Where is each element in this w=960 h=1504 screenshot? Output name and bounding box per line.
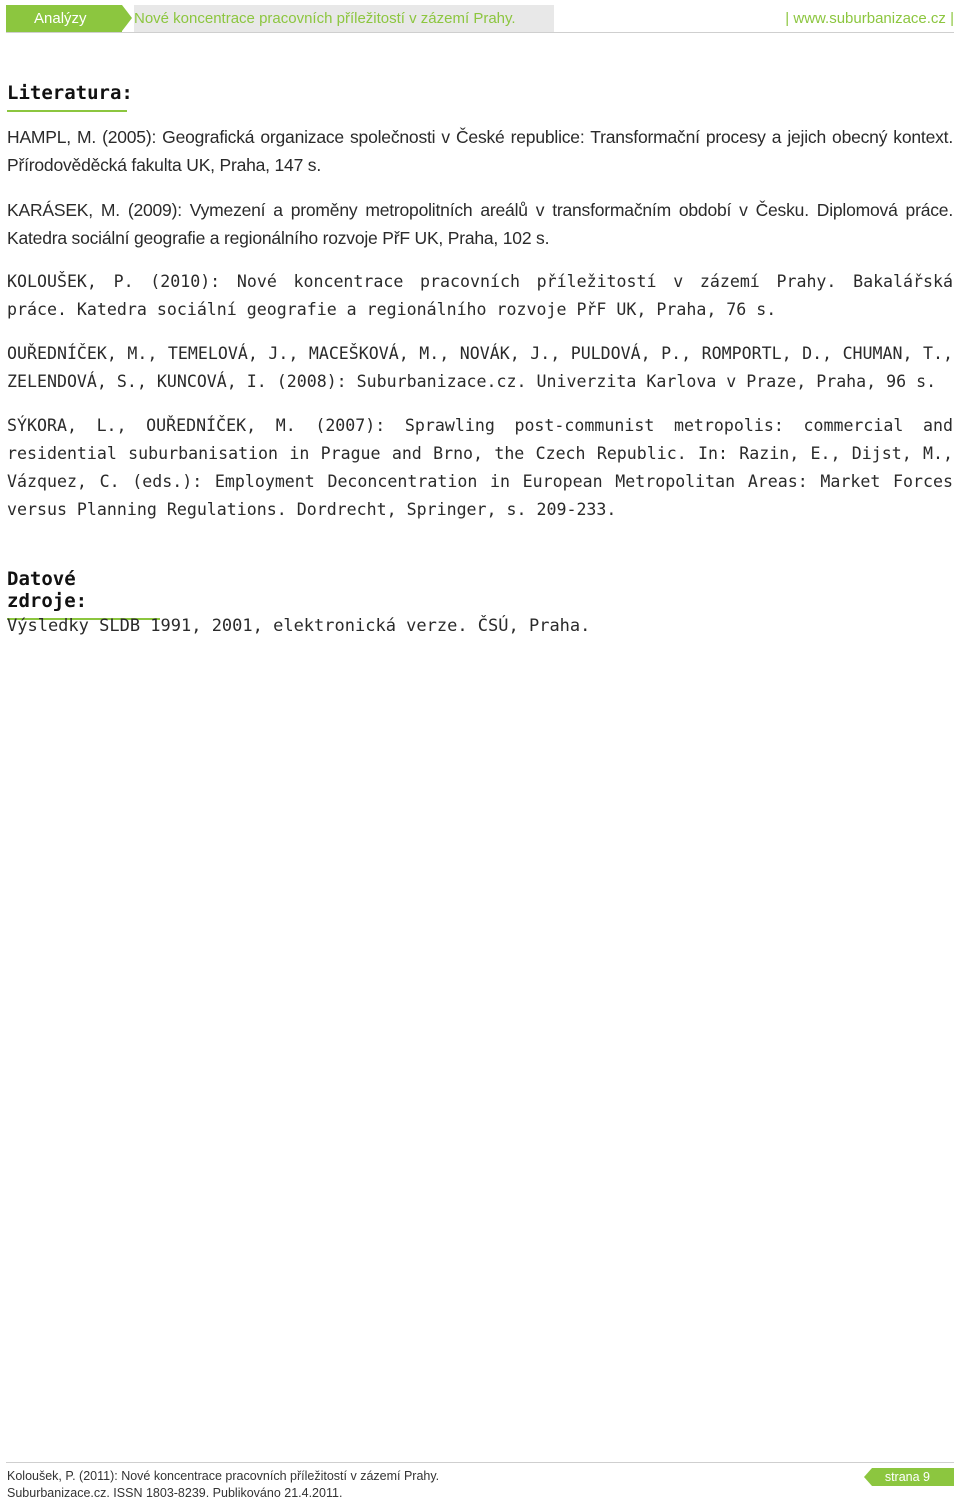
footer-citation-line: Suburbanizace.cz. ISSN 1803-8239. Publikováno 21.4.2011. xyxy=(7,1486,343,1500)
header-section-label: Analýzy xyxy=(6,5,122,32)
header-title: Nové koncentrace pracovních příležitostí v zázemí Prahy. xyxy=(134,10,516,27)
reference-item: OUŘEDNÍČEK, M., TEMELOVÁ, J., MACEŠKOVÁ, M., NOVÁK, J., PULDOVÁ, P., ROMPORTL, D., CHUMAN, T., ZELENDOVÁ, S., KUNCOVÁ, I. (2008): Suburbanizace.cz. Univerzita Karlova v Praze, Praha, 96 s. xyxy=(7,344,953,391)
reference-item: HAMPL, M. (2005): Geografická organizace společnosti v České republice: Transformační procesy a jejich obecný kontext. Přírodověděcká fakulta UK, Praha, 147 s. xyxy=(7,127,953,175)
header-arrow-shape xyxy=(122,5,132,31)
literature-heading-text: Literatura: xyxy=(7,82,133,104)
literature-heading xyxy=(7,82,133,112)
header-site-link[interactable]: | www.suburbanizace.cz | xyxy=(785,10,954,27)
reference-item: KOLOUŠEK, P. (2010): Nové koncentrace pracovních příležitostí v zázemí Prahy. Bakalářská práce. Katedra sociální geografie a regionálního rozvoje PřF UK, Praha, 76 s. xyxy=(7,272,953,319)
reference-item: KARÁSEK, M. (2009): Vymezení a proměny metropolitních areálů v transformačním období v Česku. Diplomová práce. Katedra sociální geografie a regionálního rozvoje PřF UK, Praha, 102 s. xyxy=(7,200,953,248)
footer-citation xyxy=(7,1468,439,1502)
data-sources-heading-text: Datové zdroje: xyxy=(7,568,88,612)
footer-arrow-shape xyxy=(864,1468,872,1486)
page-header xyxy=(6,5,954,32)
literature-heading-underline xyxy=(7,110,127,112)
header-title-bar xyxy=(134,5,554,32)
footer-divider xyxy=(6,1462,954,1463)
reference-item: SÝKORA, L., OUŘEDNÍČEK, M. (2007): Sprawling post-communist metropolis: commercial and residential suburbanisation in Prague and Brno, the Czech Republic. In: Razin, E., Dijst, M., Vázquez, C. (eds.): Employment Deconcentration in European Metropolitan Areas: Market Forces versus Planning Regulations. Dordrecht, Springer, s. 209-233. xyxy=(7,416,953,519)
footer-citation-line: Koloušek, P. (2011): Nové koncentrace pracovních příležitostí v zázemí Prahy. xyxy=(7,1469,440,1483)
data-sources-text: Výsledky SLDB 1991, 2001, elektronická verze. ČSÚ, Praha. xyxy=(7,616,591,636)
page-number: strana 9 xyxy=(872,1468,954,1486)
header-divider xyxy=(6,32,954,33)
